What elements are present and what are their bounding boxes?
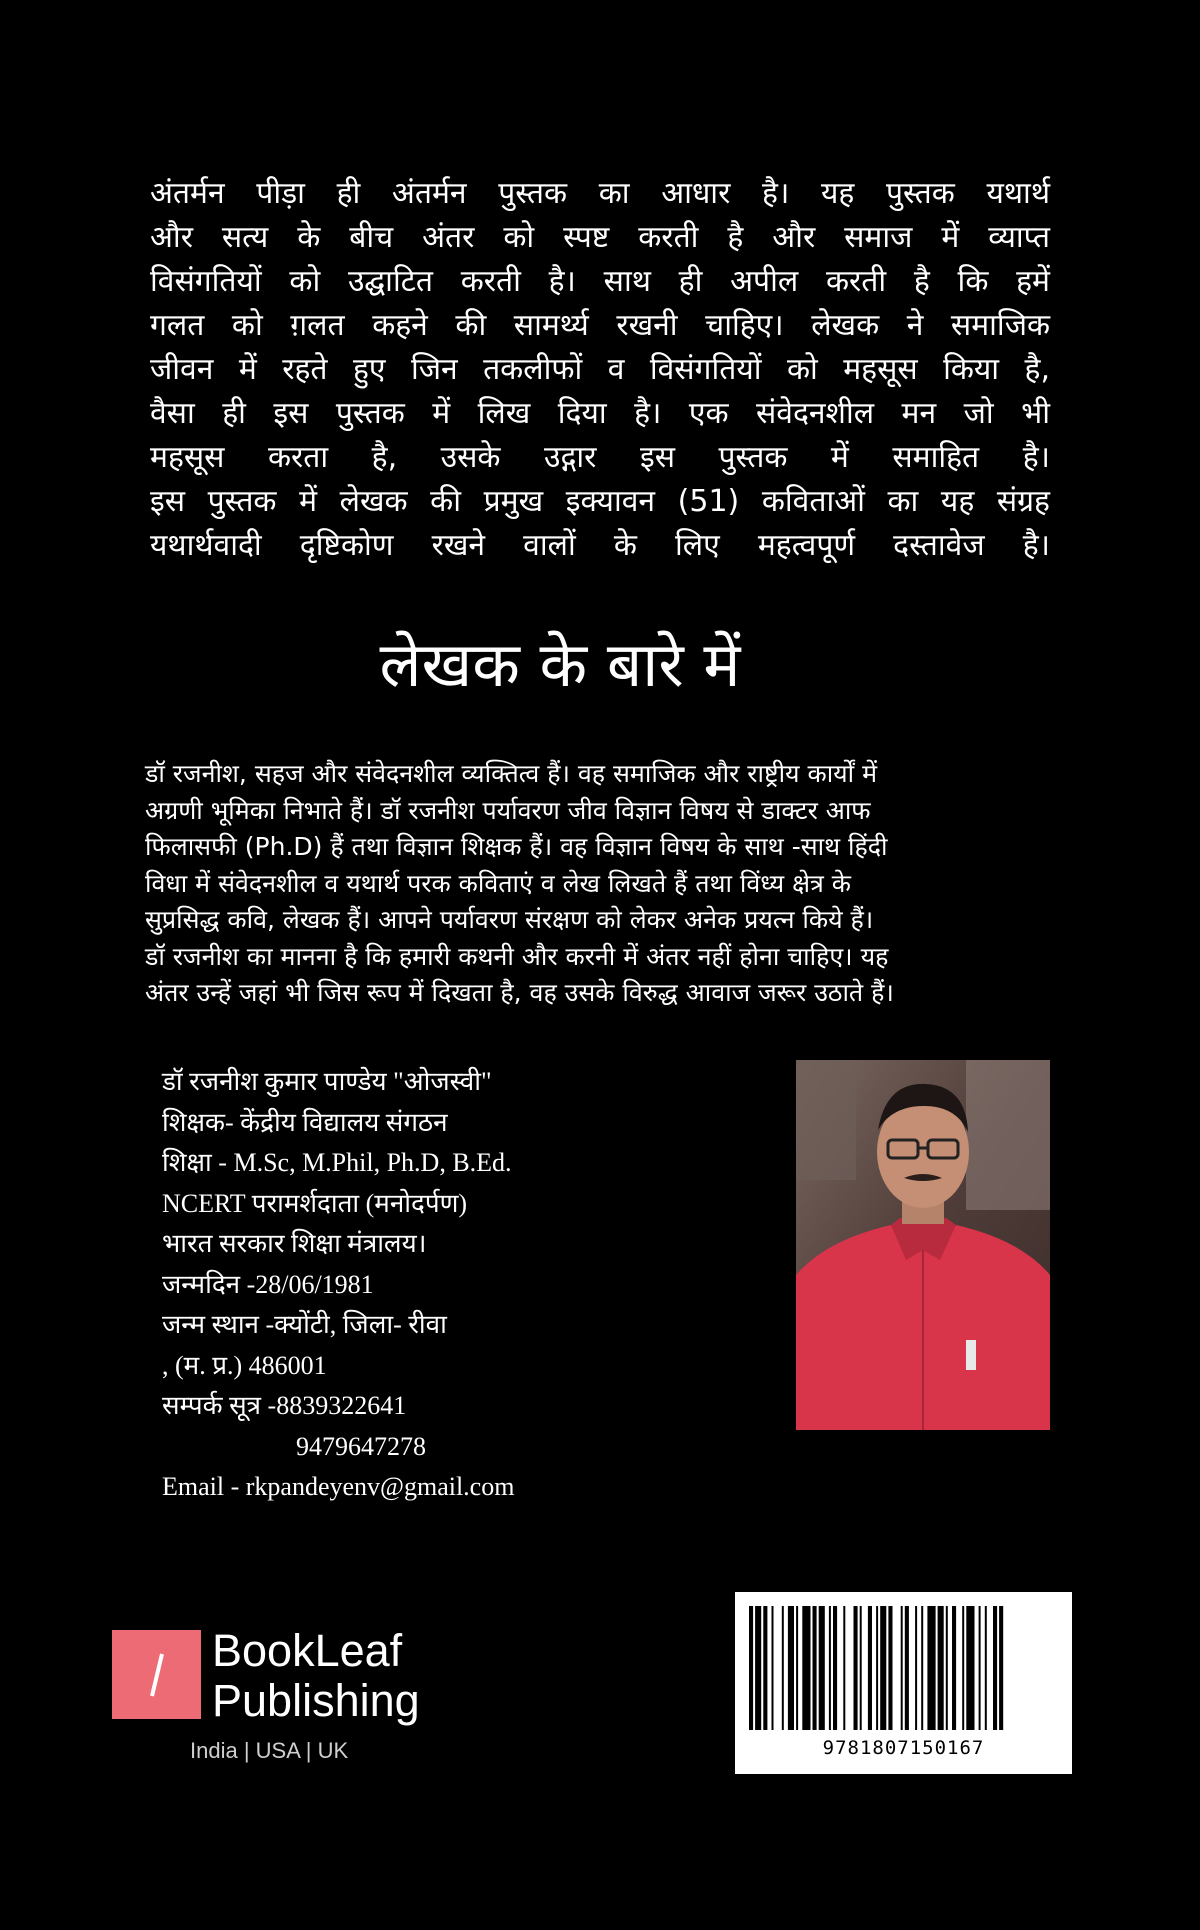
author-phone-2: 9479647278 <box>296 1431 426 1461</box>
author-phone-1: सम्पर्क सूत्र -8839322641 <box>162 1391 407 1420</box>
bio-line: डॉ रजनीश का मानना है कि हमारी कथनी और करनी में अंतर नहीं होना चाहिए। यह <box>145 941 889 971</box>
barcode-bar <box>921 1606 923 1730</box>
isbn-barcode <box>735 1592 1072 1774</box>
bio-line: अग्रणी भूमिका निभाते हैं। डॉ रजनीश पर्यावरण जीव विज्ञान विषय से डाक्टर आफ <box>145 795 871 825</box>
barcode-bar <box>829 1606 831 1730</box>
bio-line: सुप्रसिद्ध कवि, लेखक हैं। आपने पर्यावरण संरक्षण को लेकर अनेक प्रयत्न किये हैं। <box>145 905 874 934</box>
isbn-number: 9781807150167 <box>822 1737 985 1759</box>
barcode-bar <box>993 1606 997 1730</box>
blurb-line: महसूस करता है, उसके उद्गार इस पुस्तक में समाहित है। <box>150 440 1050 475</box>
about-author-heading: लेखक के बारे में <box>379 628 741 701</box>
barcode-bar <box>763 1606 767 1730</box>
author-education: शिक्षा - M.Sc, M.Phil, Ph.D, B.Ed. <box>162 1148 512 1177</box>
barcode-bar <box>985 1606 987 1730</box>
barcode-bar <box>999 1606 1003 1730</box>
barcode-bar <box>915 1606 917 1730</box>
barcode-bar <box>796 1606 798 1730</box>
blurb-line: विसंगतियों को उद्घाटित करती है। साथ ही अपील करती है कि हमें <box>150 264 1050 299</box>
author-ncert: NCERT परामर्शदाता (मनोदर्पण) <box>162 1188 468 1218</box>
author-role: शिक्षक- केंद्रीय विद्यालय संगठन <box>162 1107 448 1137</box>
bookleaf-logo-icon <box>112 1630 201 1719</box>
author-name: डॉ रजनीश कुमार पाण्डेय "ओजस्वी" <box>162 1067 492 1096</box>
bio-line: फिलासफी (Ph.D) हैं तथा विज्ञान शिक्षक हैं। वह विज्ञान विषय के साथ -साथ हिंदी <box>145 832 888 861</box>
barcode-bar <box>843 1606 845 1730</box>
barcode-bar <box>880 1606 886 1730</box>
barcode-bar <box>782 1606 784 1730</box>
publisher-brand <box>112 1625 472 1763</box>
author-ministry: भारत सरकार शिक्षा मंत्रालय। <box>162 1229 427 1258</box>
barcode-bar <box>952 1606 956 1730</box>
barcode-bar <box>966 1606 974 1730</box>
barcode-icon <box>745 1606 1062 1734</box>
barcode-bar <box>962 1606 964 1730</box>
barcode-bar <box>772 1606 774 1730</box>
barcode-bar <box>755 1606 761 1730</box>
barcode-bar <box>819 1606 825 1730</box>
blurb-line: इस पुस्तक में लेखक की प्रमुख इक्यावन (51) कविताओं का यह संग्रह <box>150 484 1050 519</box>
barcode-bar <box>876 1606 878 1730</box>
barcode-bar <box>927 1606 935 1730</box>
barcode-bar <box>813 1606 817 1730</box>
author-state-pin: , (म. प्र.) 486001 <box>162 1350 327 1380</box>
book-blurb <box>150 172 1050 568</box>
barcode-bar <box>938 1606 944 1730</box>
barcode-bar <box>946 1606 948 1730</box>
author-bio <box>145 756 975 1012</box>
author-dob: जन्मदिन -28/06/1981 <box>162 1269 374 1299</box>
barcode-bar <box>802 1606 810 1730</box>
blurb-line: और सत्य के बीच अंतर को स्पष्ट करती है और समाज में व्याप्त <box>150 220 1050 255</box>
bio-line: डॉ रजनीश, सहज और संवेदनशील व्यक्तित्व हैं। वह समाजिक और राष्ट्रीय कार्यों में <box>145 759 878 788</box>
blurb-line: वैसा ही इस पुस्तक में लिख दिया है। एक संवेदनशील मन जो भी <box>150 396 1050 431</box>
barcode-bar <box>860 1606 862 1730</box>
barcode-bar <box>888 1606 892 1730</box>
barcode-bar <box>788 1606 794 1730</box>
barcode-bar <box>901 1606 903 1730</box>
barcode-bar <box>833 1606 837 1730</box>
publisher-regions: India | USA | UK <box>190 1738 349 1763</box>
author-email: Email - rkpandeyenv@gmail.com <box>162 1472 515 1501</box>
blurb-line: अंतर्मन पीड़ा ही अंतर्मन पुस्तक का आधार है। यह पुस्तक यथार्थ <box>150 176 1050 211</box>
author-photo <box>796 1060 1050 1430</box>
bio-line: अंतर उन्हें जहां भी जिस रूप में दिखता है, वह उसके विरुद्ध आवाज जरूर उठाते हैं। <box>145 978 894 1007</box>
barcode-bar <box>749 1606 753 1730</box>
author-contact <box>162 1062 762 1508</box>
author-portrait-illustration <box>796 1060 1050 1430</box>
barcode-bar <box>854 1606 858 1730</box>
publisher-name-line-1: BookLeaf <box>212 1625 403 1676</box>
barcode-bar <box>868 1606 872 1730</box>
barcode-bar <box>905 1606 909 1730</box>
blurb-line: यथार्थवादी दृष्टिकोण रखने वालों के लिए महत्वपूर्ण दस्तावेज है। <box>150 528 1050 563</box>
barcode-bar <box>979 1606 981 1730</box>
blurb-line: जीवन में रहते हुए जिन तकलीफों व विसंगतियों को महसूस किया है, <box>150 352 1050 387</box>
bio-line: विधा में संवेदनशील व यथार्थ परक कविताएं व लेख लिखते हैं तथा विंध्य क्षेत्र के <box>145 868 851 898</box>
publisher-name <box>212 1626 420 1726</box>
blurb-line: गलत को ग़लत कहने की सामर्थ्य रखनी चाहिए। लेखक ने समाजिक <box>150 308 1050 343</box>
publisher-name-line-2: Publishing <box>212 1675 420 1726</box>
author-birthplace: जन्म स्थान -क्योंटी, जिला- रीवा <box>162 1310 447 1339</box>
